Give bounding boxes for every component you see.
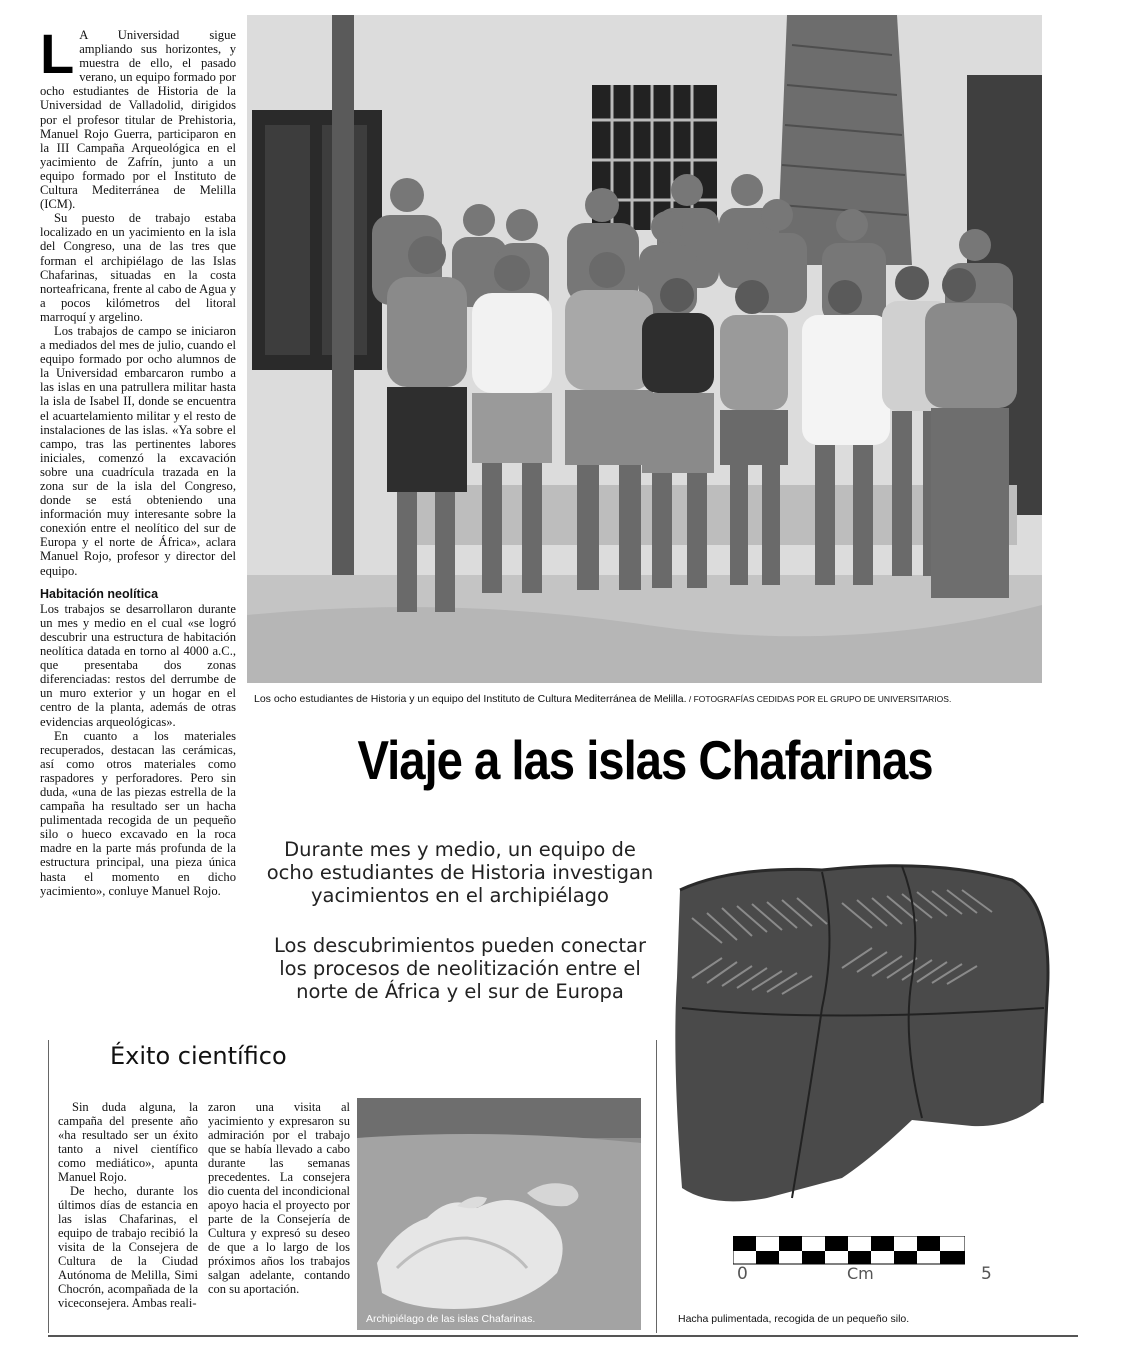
axe-photo-caption: Hacha pulimentada, recogida de un pequeño silo. [678,1313,910,1325]
caption-text: Los ocho estudiantes de Historia y un equipo del Instituto de Cultura Mediterránea de Melilla. [254,693,687,705]
island-photo-caption: Archipiélago de las islas Chafarinas. [366,1313,536,1325]
scale-unit-label: Cm [847,1264,874,1283]
sidebar-column-1 [58,1100,198,1310]
scale-end-label: 5 [981,1264,992,1284]
headline: Viaje a las islas Chafarinas [357,729,933,791]
sidebar-paragraph: Sin duda alguna, la campaña del presente año «ha resultado ser un éxito tanto a nivel científico como mediático», apunta Manuel Rojo. [58,1100,198,1184]
group-photo-caption [254,693,951,705]
sidebar-paragraph: De hecho, durante los últimos días de estancia en las islas Chafarinas, el equipo de trabajo recibió la visita de la Consejera de Cultura de la Ciudad Autónoma de Melilla, Simi Chocrón, acompañada de la viceconsejera. Ambas reali- [58,1184,198,1310]
article-body-column [40,22,236,898]
sidebar-title: Éxito científico [110,1042,287,1070]
island-photo [357,1098,641,1330]
article-paragraph: L A Universidad sigue ampliando sus horizontes, y muestra de ello, el pasado verano, un equipo formado por ocho estudiantes de Historia de la Universidad de Valladolid, dirigidos por el profesor titular de Prehistoria, Manuel Rojo Guerra, participaron en la III Campaña Arqueológica en el yacimiento de Zafrín, junto a un equipo formado por el Instituto de Cultura Mediterránea de Melilla (ICM). [40,22,236,212]
axe-photo [672,858,1054,1278]
measurement-scale [733,1236,992,1284]
scale-start-label: 0 [737,1264,748,1284]
article-paragraph: En cuanto a los materiales recuperados, destacan las cerámicas, así como otros materiales como raspadores y perforadores. Pero sin duda, «una de las piezas estrella de la campaña ha resultado ser un hacha pulimentada recogida de un pequeño silo o hueco excavado en la roca madre en la parte más profunda de la estructura principal, una pieza única hasta el momento en dicho yacimiento», conluye Manuel Rojo. [40,728,236,898]
article-paragraph: Los trabajos se desarrollaron durante un mes y medio en el cual «se logró descubrir una estructura de habitación neolítica datada en torno al 4000 a.C., que presentaba dos zonas diferenciadas: restos del derrumbe de un muro exterior y un hogar en el centro de la planta, además de otras evidencias arqueológicas». [40,601,236,729]
group-photo [247,15,1042,683]
sidebar-column-2 [208,1100,350,1296]
deck-1: Durante mes y medio, un equipo de ocho estudiantes de Historia investigan yacimientos en el archipiélago [266,838,654,907]
group-photo-image [247,15,1042,683]
island-photo-image [357,1098,641,1330]
bottom-rule [48,1335,1078,1337]
dropcap: L [40,22,75,85]
article-paragraph: Su puesto de trabajo estaba localizado en un yacimiento en la isla del Congreso, una de las tres que forman el archipiélago de las Islas Chafarinas, situadas en la costa norteafricana, frente al cabo de Agua y a pocos kilómetros del litoral marroquí y argelino. [40,211,236,324]
article-subhead: Habitación neolítica [40,586,159,601]
axe-photo-image [672,858,1054,1278]
article-paragraph: Los trabajos de campo se iniciaron a mediados del mes de julio, cuando el equipo formado por ocho alumnos de la Universidad embarcaron rumbo a las islas en una patrullera militar hasta la isla de Isabel II, donde se encuentra el acuartelamiento militar y el resto de instalaciones de las islas. «Ya sobre el campo, tras las pertinentes labores iniciales, comenzó la excavación sobre una cuadrícula trazada en la zona sur de la isla del Congreso, donde se está obteniendo una información muy interesante sobre la conexión entre el neolítico del sur de Europa y el norte de África», aclara Manuel Rojo, profesor y director del equipo. [40,323,236,578]
sidebar-paragraph: zaron una visita al yacimiento y expresaron su admiración por el trabajo que se había llevado a cabo durante las semanas precedentes. La consejera dio cuenta del incondicional apoyo hacia el proyecto por parte de la Consejería de Cultura y expresó su deseo de que a lo largo de los próximos años los trabajos salgan adelante, contando con su aportación. [208,1100,350,1296]
deck-2: Los descubrimientos pueden conectar los procesos de neolitización entre el norte de África y el sur de Europa [274,934,646,1003]
photo-credit: / FOTOGRAFÍAS CEDIDAS POR EL GRUPO DE UNIVERSITARIOS. [686,694,952,704]
